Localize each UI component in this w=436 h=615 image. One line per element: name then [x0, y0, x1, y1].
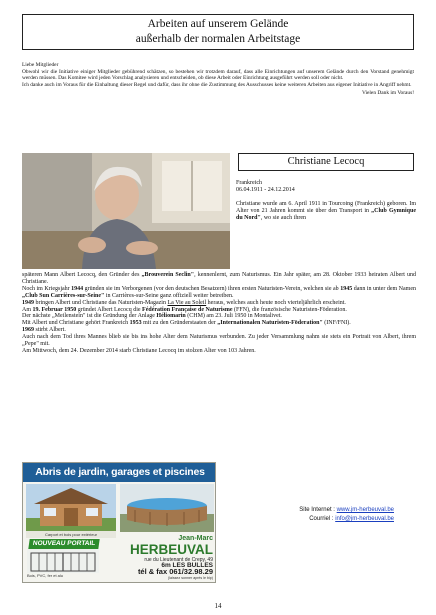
intro-end: , wo sie auch ihren: [260, 215, 306, 221]
body-paragraph-3: [22, 300, 416, 307]
body-paragraph-6: [22, 320, 416, 327]
p7-year: 1969: [22, 327, 34, 334]
p3-end: heraus, welches auch heute noch vierteljährlich erscheint.: [206, 299, 346, 306]
website-link[interactable]: www.jm-herbeuval.be: [336, 507, 394, 513]
obituary-name: Christiane Lecocq: [238, 153, 414, 171]
p2-mid2: dann in unter dem Namen: [352, 285, 417, 292]
page-number: 14: [214, 602, 222, 610]
email-row: [236, 515, 416, 524]
club-sun: „Club Sun Carrières-sur-Seine": [22, 292, 105, 299]
club-brouverein: „Brouverein Seclin": [141, 272, 195, 278]
member-letter: [22, 62, 414, 97]
pool-image: [120, 484, 214, 532]
p1-start: späteren Mann Albert Lecocq, den Gründer des: [22, 272, 142, 278]
internet-label: Site Internet :: [299, 507, 337, 513]
body-paragraph-7: [22, 327, 416, 334]
internet-row: [236, 506, 416, 515]
obituary-intro: [236, 201, 416, 222]
ad-phone: tél & fax 061/32.98.29: [137, 567, 213, 576]
gate-image: [27, 549, 99, 573]
notice-box: [22, 14, 414, 50]
p4-start: Am: [22, 306, 33, 313]
portrait-photo: [22, 153, 230, 269]
obituary-body: [22, 272, 416, 355]
ad-phone-note: (laissez sonner après le bip): [168, 576, 213, 580]
p5-start: Der nächste „Meilenstein" ist die Gründung der Anlage: [22, 313, 157, 320]
p6-mid: mit zu den Gründerstaaten der: [141, 320, 218, 327]
email-label: Courriel :: [309, 516, 336, 522]
ffn-name: Fédération Française de Naturisme: [142, 306, 233, 313]
shed-caption: Carport et bois pour extérieur: [26, 531, 116, 538]
club-gymnique: „Club Gymnique du Nord": [236, 208, 417, 221]
garden-shed-image: [26, 484, 116, 532]
gate-caption: Bois, PVC, fer et alu: [27, 573, 64, 578]
p2-end: in Carrières-sur-Seine ganz offiziell weiter betreiben.: [104, 292, 234, 299]
p4-end: (FFN), die französische Naturisten-Föderation.: [232, 306, 347, 313]
body-paragraph-1: [22, 272, 416, 286]
p6-start: Mit Albert und Christiane gehört Frankreich: [22, 320, 130, 327]
letter-paragraph-2: Ich danke auch im Voraus für die Einhaltung dieser Regel und dafür, dass ihr ohne die Zustimmung des Ausschusses keine weiteren Arbeiten aus eigener Initiative in Angriff nehmt.: [22, 81, 412, 88]
ad-company-name: HERBEUVAL: [129, 542, 213, 557]
p2-year: 1944: [71, 285, 84, 292]
p4-date: 19. Februar 1950: [32, 306, 77, 313]
email-link[interactable]: info@jm-herbeuval.be: [335, 516, 394, 522]
p5-end: (CHM) am 23. Juli 1950 in Montalivet.: [185, 313, 282, 320]
p2-mid: gründen sie im Verborgenen (vor den deutschen Besatzern) ihren ersten Naturisten-Verein, welchen sie ab: [83, 285, 341, 292]
p1-end: , kennenlernt, zum Naturismus. Ein Jahr später, am 28. Oktober 1933 heiraten Albert und Christiane.: [22, 272, 416, 285]
p7-end: stirbt Albert.: [34, 327, 66, 334]
body-paragraph-2: [22, 286, 416, 300]
heliomarin: Héliomarin: [156, 313, 186, 320]
p6-end: (INF/FNI).: [322, 320, 351, 327]
magazine-name: La Vie au Soleil: [167, 299, 207, 306]
p2-year2: 1945: [340, 285, 353, 292]
letter-salutation: Liebe Mitglieder: [22, 62, 59, 68]
p6-year: 1953: [129, 320, 142, 327]
inf-name: „Internationalen Naturisten-Föderation": [217, 320, 323, 327]
letter-signature: Vielen Dank im Voraus!: [361, 90, 414, 97]
obituary-country: Frankreich: [236, 180, 262, 186]
notice-title-line1: Arbeiten auf unserem Gelände: [147, 18, 289, 30]
ad-address: rue du Lieutenant de Crepy, 49: [144, 557, 213, 563]
intro-text: Christiane wurde am 6. April 1911 in Tourcoing (Frankreich) geboren. Im Alter von 21 Jahren kommt sie über den Transport in: [236, 201, 416, 214]
notice-title-line2: außerhalb der normalen Arbeitstage: [135, 33, 301, 45]
ad-title: Abris de jardin, garages et piscines: [23, 463, 216, 482]
body-paragraph-9: Am Mittwoch, dem 24. Dezember 2014 starb Christiane Lecocq im stolzen Alter von 103 Jahren.: [22, 347, 256, 354]
p3-year: 1949: [22, 299, 34, 306]
p4-mid: gründet Albert Lecocq die: [76, 306, 143, 313]
new-gate-banner: NOUVEAU PORTAIL: [28, 539, 99, 549]
ad-person-name: Jean-Marc: [178, 535, 213, 542]
letter-paragraph-1: Obwohl wir die Initiative einiger Mitglieder gebührend schätzen, so bestehen wir trotzdem darauf, dass alle Einrichtungen auf unserem Gelände durch den Vorstand genehmigt werden müssen. Das Komitee wird jeden Vorschlag analysieren und entscheiden, ob diese Arbeit oder Einrichtung ausgeführt werden soll oder nicht.: [22, 68, 414, 82]
body-paragraph-8: Auch nach dem Tod ihres Mannes blieb sie bis ins hohe Alter dem Naturismus verbunden. Zu jeder Versammlung nahm sie stets ein Portrait von Albert, ihrem „Pepe" mit.: [22, 334, 416, 348]
obituary-side-text: [236, 180, 416, 222]
p3-mid: bringen Albert und Christiane das Naturisten-Magazin: [34, 299, 168, 306]
obituary-dates: 06.04.1911 - 24.12.2014: [236, 187, 295, 193]
advertisement: [22, 462, 216, 583]
ad-city: 6m LES BULLES: [161, 562, 213, 569]
ad-contact: [236, 506, 416, 524]
p2-start: Noch im Kriegsjahr: [22, 285, 72, 292]
